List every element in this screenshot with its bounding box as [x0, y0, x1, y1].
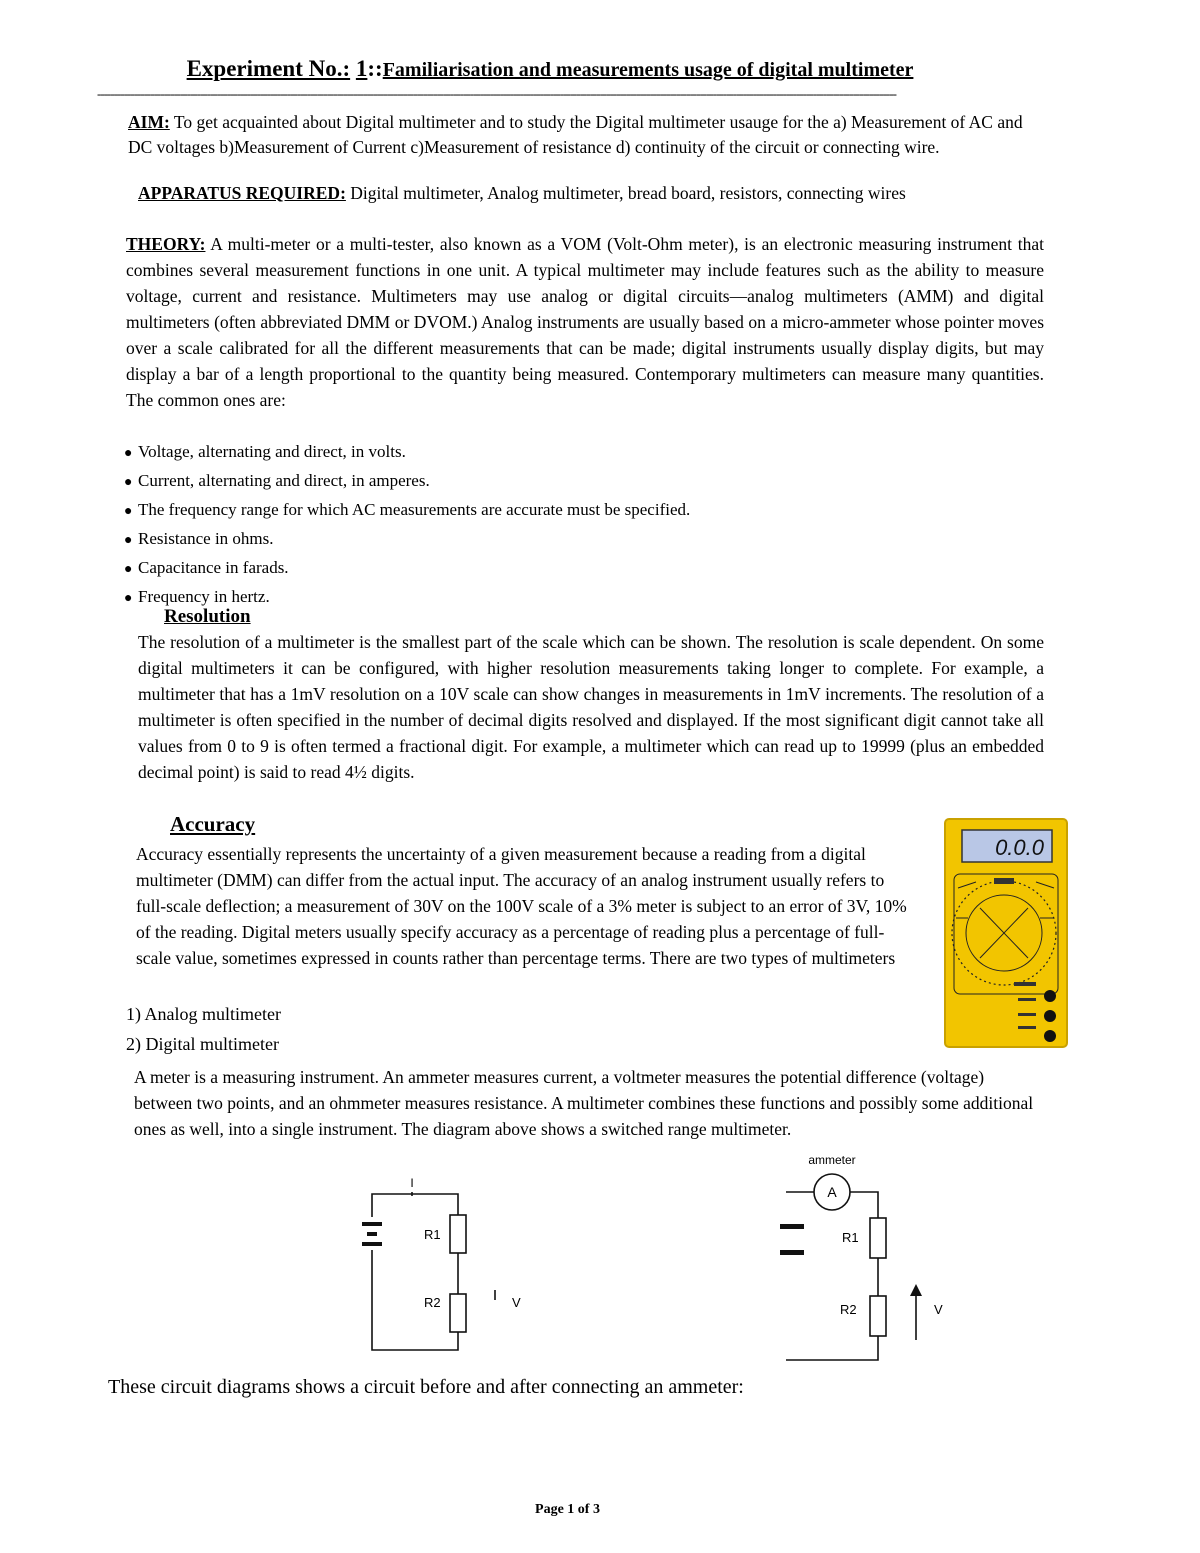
voltage-label: V: [934, 1302, 943, 1317]
resistor-r2-icon: [870, 1296, 886, 1336]
probe-jack-icon: [1044, 990, 1056, 1002]
r1-label: R1: [424, 1227, 441, 1242]
list-item: ● Voltage, alternating and direct, in volts.: [124, 438, 1024, 467]
bullet-icon: ●: [124, 533, 133, 548]
aim-label: AIM:: [128, 112, 170, 132]
voltage-label: V: [512, 1295, 521, 1310]
page-footer: Page 1 of 3: [535, 1502, 600, 1517]
bullet-icon: ●: [124, 591, 133, 606]
meter-display-value: 0.0.0: [995, 835, 1044, 860]
theory-section: [126, 231, 1044, 413]
current-label: I: [410, 1176, 414, 1190]
list-item: ● Current, alternating and direct, in amperes.: [124, 467, 1024, 496]
resolution-heading: Resolution: [164, 606, 251, 627]
probe-jack-icon: [1044, 1010, 1056, 1022]
battery-icon: [362, 1222, 382, 1246]
experiment-separator: ::: [367, 56, 383, 81]
bullet-icon: ●: [124, 504, 133, 519]
resistor-r2-icon: [450, 1294, 466, 1332]
circuit-before-ammeter: [340, 1170, 560, 1370]
resistor-r1-icon: [450, 1215, 466, 1253]
page-number: 1: [567, 1502, 575, 1517]
r2-label: R2: [424, 1295, 441, 1310]
accuracy-text: Accuracy essentially represents the uncertainty of a given measurement because a reading from a digital multimeter (DMM) can differ from the actual input. The accuracy of an analog instrument usually refers to full-scale deflection; a measurement of 30V on the 100V scale of a 3% meter is subject to an error of 3V, 10% of the reading. Digital meters usually specify accuracy as a percentage of reading plus a percentage of full-scale value, sometimes expressed in counts rather than percentage terms. There are two types of multimeters: [136, 844, 907, 968]
resolution-text: The resolution of a multimeter is the smallest part of the scale which can be shown. The resolution is scale dependent. On some digital multimeters it can be configured, with higher resolution measurements taking longer to complete. For example, a multimeter that has a 1mV resolution on a 10V scale can show changes in measurements in 1mV increments. The resolution of a multimeter is often specified in the number of decimal digits resolved and displayed. If the most significant digit cannot take all values from 0 to 9 is often termed a fractional digit. For example, a multimeter which can read up to 19999 (plus an embedded decimal point) is said to read 4½ digits.: [138, 632, 1044, 782]
meter-paragraph: A meter is a measuring instrument. An ammeter measures current, a voltmeter measures the potential difference (voltage) between two points, and an ohmmeter measures resistance. A multimeter combines these functions and possibly some additional ones as well, into a single instrument. The diagram above shows a switched range multimeter.: [134, 1067, 1034, 1139]
theory-text: A multi-meter or a multi-tester, also known as a VOM (Volt-Ohm meter), is an electronic measuring instrument that combines several measurement functions in one unit. A typical multimeter may include features such as the ability to measure voltage, current and resistance. Multimeters may use analog or digital circuits—analog multimeters (AMM) and digital multimeters (often abbreviated DMM or DVOM.) Analog instruments are usually based on a micro-ammeter whose pointer moves over a scale calibrated for all the different measurements that can be made; digital instruments usually display digits, but may display a bar of a length proportional to the quantity being measured. Contemporary multimeters can measure many quantities. The common ones are:: [126, 234, 1044, 410]
apparatus-text: Digital multimeter, Analog multimeter, bread board, resistors, connecting wires: [350, 183, 906, 203]
list-item: ● The frequency range for which AC measurements are accurate must be specified.: [124, 496, 1024, 525]
divider-line: [97, 86, 979, 102]
multimeter-types: [126, 999, 281, 1059]
list-item: 2) Digital multimeter: [126, 1034, 279, 1054]
aim-text: To get acquainted about Digital multimeter and to study the Digital multimeter usauge for the a) Measurement of AC and DC voltages b)Measurement of Current c)Measurement of resistance d) continuity of the circuit or connecting wire.: [128, 112, 1023, 157]
apparatus-label: APPARATUS REQUIRED:: [138, 183, 346, 203]
list-item: 1) Analog multimeter: [126, 1004, 281, 1024]
resistor-r1-icon: [870, 1218, 886, 1258]
ammeter-label: ammeter: [808, 1153, 856, 1167]
apparatus-section: [138, 181, 1043, 206]
theory-label: THEORY:: [126, 234, 206, 254]
bullet-icon: ●: [124, 562, 133, 577]
circuit-after-ammeter: [760, 1150, 980, 1370]
circuit-caption: These circuit diagrams shows a circuit before and after connecting an ammeter:: [108, 1376, 744, 1398]
r1-label: R1: [842, 1230, 859, 1245]
experiment-number: 1: [355, 56, 368, 81]
battery-icon: [780, 1224, 804, 1255]
aim-section: [128, 110, 1040, 160]
arrow-head-icon: [910, 1284, 922, 1296]
accuracy-heading: Accuracy: [170, 812, 256, 836]
page-title: [0, 56, 1100, 82]
bullet-icon: ●: [124, 446, 133, 461]
quantity-list: [124, 438, 1024, 612]
ammeter-symbol: A: [827, 1184, 837, 1200]
experiment-label: Experiment No.:: [186, 56, 351, 81]
bullet-icon: ●: [124, 475, 133, 490]
experiment-title: Familiarisation and measurements usage of digital multimeter: [382, 59, 914, 81]
list-item: ● Frequency in hertz.: [124, 583, 1024, 612]
list-item: ● Capacitance in farads.: [124, 554, 1024, 583]
page-total: 3: [592, 1502, 600, 1517]
digital-multimeter-image: [944, 818, 1068, 1048]
probe-jack-icon: [1044, 1030, 1056, 1042]
list-item: ● Resistance in ohms.: [124, 525, 1024, 554]
r2-label: R2: [840, 1302, 857, 1317]
